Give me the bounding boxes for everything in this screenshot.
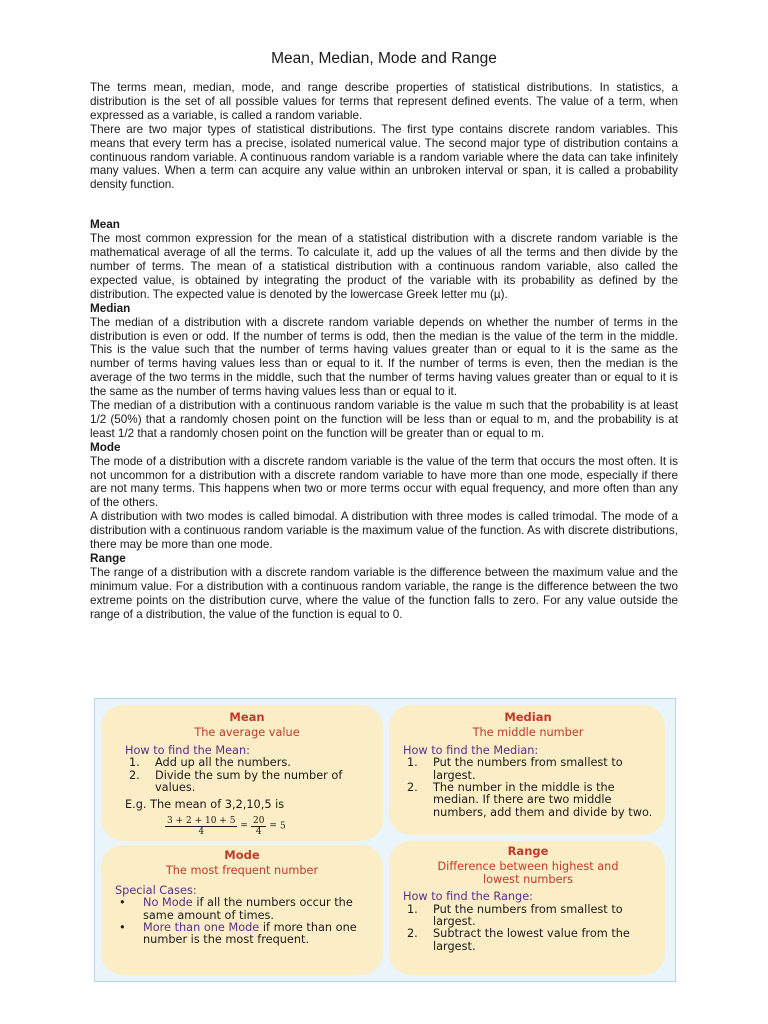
- list-item: 1. Put the numbers from smallest to largest.: [407, 902, 623, 929]
- mean-formula: $\frac{3 + 2 + 10 + 5}{4}$ = $\frac{20}{4}$ = 5: [167, 815, 286, 837]
- list-item: • No Mode if all the numbers occur the same amount of times.: [119, 896, 353, 922]
- section-heading-range: Range: [90, 552, 126, 565]
- mean-example: E.g. The mean of 3,2,10,5 is: [125, 798, 285, 812]
- median-title: Median: [504, 710, 552, 724]
- median-paragraph: The median of a distribution with a discrete random variable depends on whether the number of terms in the distribution is even or odd. If the number of terms is odd, then the median is the value of the term in the middle. This is the value such that the number of terms having values greater than or equal to it is the same as the number of terms having values less than or equal to it. If the number of terms is even, then the median is the average of the two terms in the middle, such that the number of terms having values greater than or equal to it is the same as the number of terms having values less than or equal to it.: [90, 315, 678, 399]
- range-steps: [403, 904, 653, 954]
- list-item: 2. Divide the sum by the number of values.: [129, 768, 343, 795]
- section-heading-median: Median: [90, 301, 131, 315]
- mode-paragraph: The mode of a distribution with a discrete random variable is the value of the term that occurs the most often. It is not uncommon for a distribution with a discrete random variable to have more than one mode, especially if there are not many terms. This happens when two or more terms occur with equal frequency, and more often than any of the others.: [90, 454, 678, 510]
- mean-title: Mean: [229, 710, 265, 724]
- median-steps: [403, 757, 653, 819]
- list-item: 2. The number in the middle is the median. If there are two middle numbers, add them and divide by two.: [407, 781, 653, 819]
- section-heading-mean: Mean: [90, 218, 120, 232]
- mode-card: [101, 845, 383, 975]
- mean-subtitle: The average value: [194, 726, 300, 740]
- mode-paragraph: A distribution with two modes is called bimodal. A distribution with three modes is called trimodal. The mode of a distribution with a continuous random variable is the maximum value of the function. As with discrete distributions, there may be more than one mode.: [90, 510, 678, 552]
- mean-steps: [125, 757, 369, 794]
- range-paragraph: The range of a distribution with a discrete random variable is the difference between the maximum value and the minimum value. For a distribution with a continuous random variable, the range is the difference between the two extreme points on the distribution curve, where the value of the function falls to zero. For any value outside the range of a distribution, the value of the function is equal to 0.: [90, 565, 678, 621]
- list-item: 1. Add up all the numbers.: [129, 756, 291, 770]
- list-item: 1. Put the numbers from smallest to largest.: [407, 756, 623, 782]
- range-card: [389, 841, 665, 975]
- summary-infographic: [94, 698, 676, 982]
- mode-cases: [115, 897, 369, 947]
- range-subtitle: Difference between highest and lowest numbers: [437, 860, 619, 886]
- mean-paragraph: The most common expression for the mean of a statistical distribution with a discrete random variable is the mathematical average of all the terms. To calculate it, add up the values of all the terms and then divide by the number of terms. The mean of a statistical distribution with a continuous random variable, also called the expected value, is obtained by integrating the product of the variable with its probability as defined by the distribution. The expected value is denoted by the lowercase Greek letter mu (µ).: [90, 232, 678, 301]
- page-title: Mean, Median, Mode and Range: [271, 50, 497, 67]
- mode-special-cases-label: Special Cases:: [115, 883, 197, 897]
- mean-how-label: How to find the Mean:: [125, 743, 250, 757]
- range-how-label: How to find the Range:: [403, 890, 533, 904]
- range-title: Range: [507, 844, 549, 858]
- list-item: • More than one Mode if more than one number is the most frequent.: [119, 921, 357, 947]
- mean-card: [101, 705, 383, 841]
- mode-title: Mode: [224, 848, 260, 862]
- mode-subtitle: The most frequent number: [165, 864, 319, 878]
- median-paragraph: The median of a distribution with a continuous random variable is the value m such that the probability is at least 1/2 (50%) that a randomly chosen point on the function will be less than or equal to m, and the probability is at least 1/2 that a randomly chosen point on the function will be greater than or equal to m.: [90, 399, 678, 440]
- intro-paragraph: There are two major types of statistical distributions. The first type contains discrete random variables. This means that every term has a precise, isolated numerical value. The second major type of distribution contains a continuous random variable. A continuous random variable is a random variable where the data can take infinitely many values. When a term can acquire any value within an unbroken interval or span, it is called a probability density function.: [90, 122, 678, 192]
- median-subtitle: The middle number: [472, 726, 584, 740]
- section-heading-mode: Mode: [90, 440, 121, 454]
- median-how-label: How to find the Median:: [403, 743, 539, 757]
- intro-block: [90, 81, 678, 622]
- median-card: [389, 705, 665, 835]
- list-item: 2. Subtract the lowest value from the largest.: [407, 927, 630, 953]
- intro-paragraph: The terms mean, median, mode, and range describe properties of statistical distributions. In statistics, a distribution is the set of all possible values for terms that represent defined events. The value of a term, when expressed as a variable, is called a random variable.: [90, 81, 678, 122]
